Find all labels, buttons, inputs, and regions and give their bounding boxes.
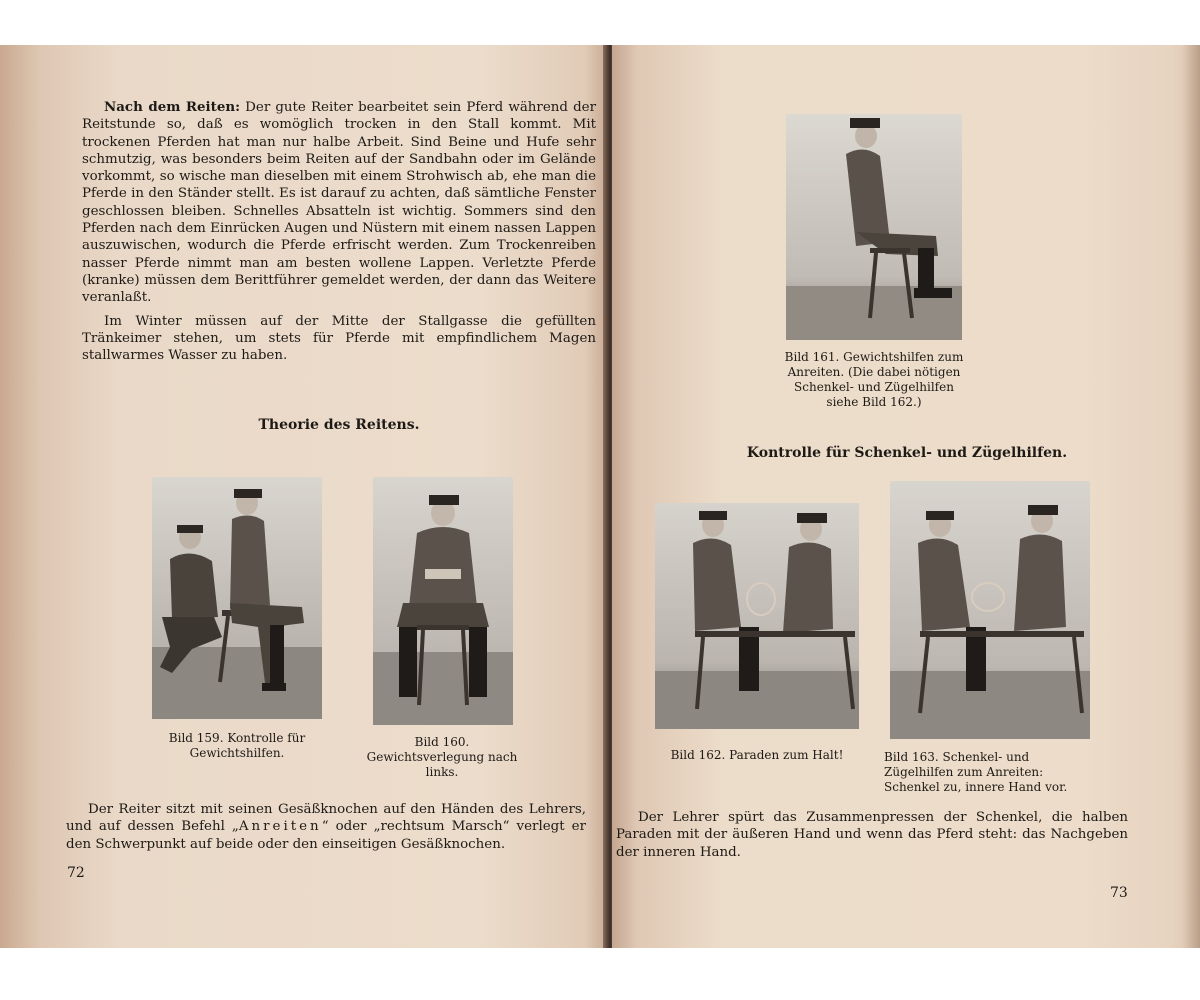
caption-bild-160: Bild 160. Gewichtsverlegung nach links. [366, 735, 518, 779]
right-text-bottom [616, 809, 1128, 861]
right-page [612, 45, 1200, 948]
left-page [0, 45, 608, 948]
paragraph-body: Der gute Reiter bearbeitet sein Pferd während der Reitstunde so, daß es womöglich trocken in den Stall kommt. Mit trockenen Pferden hat man nur halbe Arbeit. Sind Beine und Hufe sehr schmutzig, was besonders beim Reiten auf der Sandbahn oder im Gelände vorkommt, so wische man dieselben mit einem Strohwisch ab, ehe man die Pferde in den Ständer stellt. Es ist darauf zu achten, daß sämtliche Fenster geschlossen bleiben. Schnelles Absatteln ist wichtig. Sommers sind den Pferden nach dem Einrücken Augen und Nüstern mit einem nassen Lappen auszuwischen, wodurch die Pferde erfrischt werden. Zum Trockenreiben nasser Pferde nimmt man am besten wollene Lappen. Verletzte Pferde (kranke) müssen dem Berittführer gemeldet werden, der dann das Weitere veranlaßt. [82, 100, 596, 306]
page-number-right: 73 [1110, 885, 1128, 901]
page-number-left: 72 [67, 865, 85, 881]
background-bottom [0, 948, 1200, 1000]
photo-bild-160 [373, 477, 513, 725]
caption-bild-161: Bild 161. Gewichtshilfen zum Anreiten. (Die dabei nötigen Schenkel- und Zügelhilfen siehe Bild 162.) [784, 350, 964, 409]
page-edge-shadow [1182, 45, 1200, 948]
command-anreiten: Anreiten [238, 819, 322, 835]
paragraph-after-riding [82, 99, 596, 307]
caption-bild-159: Bild 159. Kontrolle für Gewichtshilfen. [168, 731, 306, 760]
paragraph-rider: Der Reiter sitzt mit seinen Gesäßknochen auf den Händen des Lehrers, und auf dessen Befehl „Anreiten“ oder „rechtsum Marsch“ verlegt er den Schwerpunkt auf beide oder den einseitigen Gesäßknochen. [66, 802, 586, 852]
caption-bild-163: Bild 163. Schenkel- und Zügelhilfen zum Anreiten: Schenkel zu, innere Hand vor. [884, 750, 1068, 794]
photo-bild-159 [152, 477, 322, 719]
left-text-bottom [66, 801, 586, 853]
left-text-upper [82, 99, 596, 364]
section-heading-theory: Theorie des Reitens. [258, 417, 420, 433]
photo-bild-161 [786, 114, 962, 340]
paragraph-winter: Im Winter müssen auf der Mitte der Stallgasse die gefüllten Tränkeimer stehen, um stets für Pferde mit empfindlichem Magen stallwarmes Wasser zu haben. [82, 313, 596, 364]
open-book [0, 45, 1200, 948]
background-top [0, 0, 1200, 45]
photo-bild-163 [890, 481, 1090, 739]
paragraph-lead: Nach dem Reiten: [104, 99, 241, 115]
caption-bild-162: Bild 162. Paraden zum Halt! [670, 748, 844, 762]
photo-bild-162 [655, 503, 859, 729]
section-heading-control: Kontrolle für Schenkel- und Zügelhilfen. [746, 445, 1068, 461]
paragraph-teacher: Der Lehrer spürt das Zusammenpressen der Schenkel, die halben Paraden mit der äußeren Hand und wenn das Pferd steht: das Nachgeben der inneren Hand. [616, 810, 1128, 860]
